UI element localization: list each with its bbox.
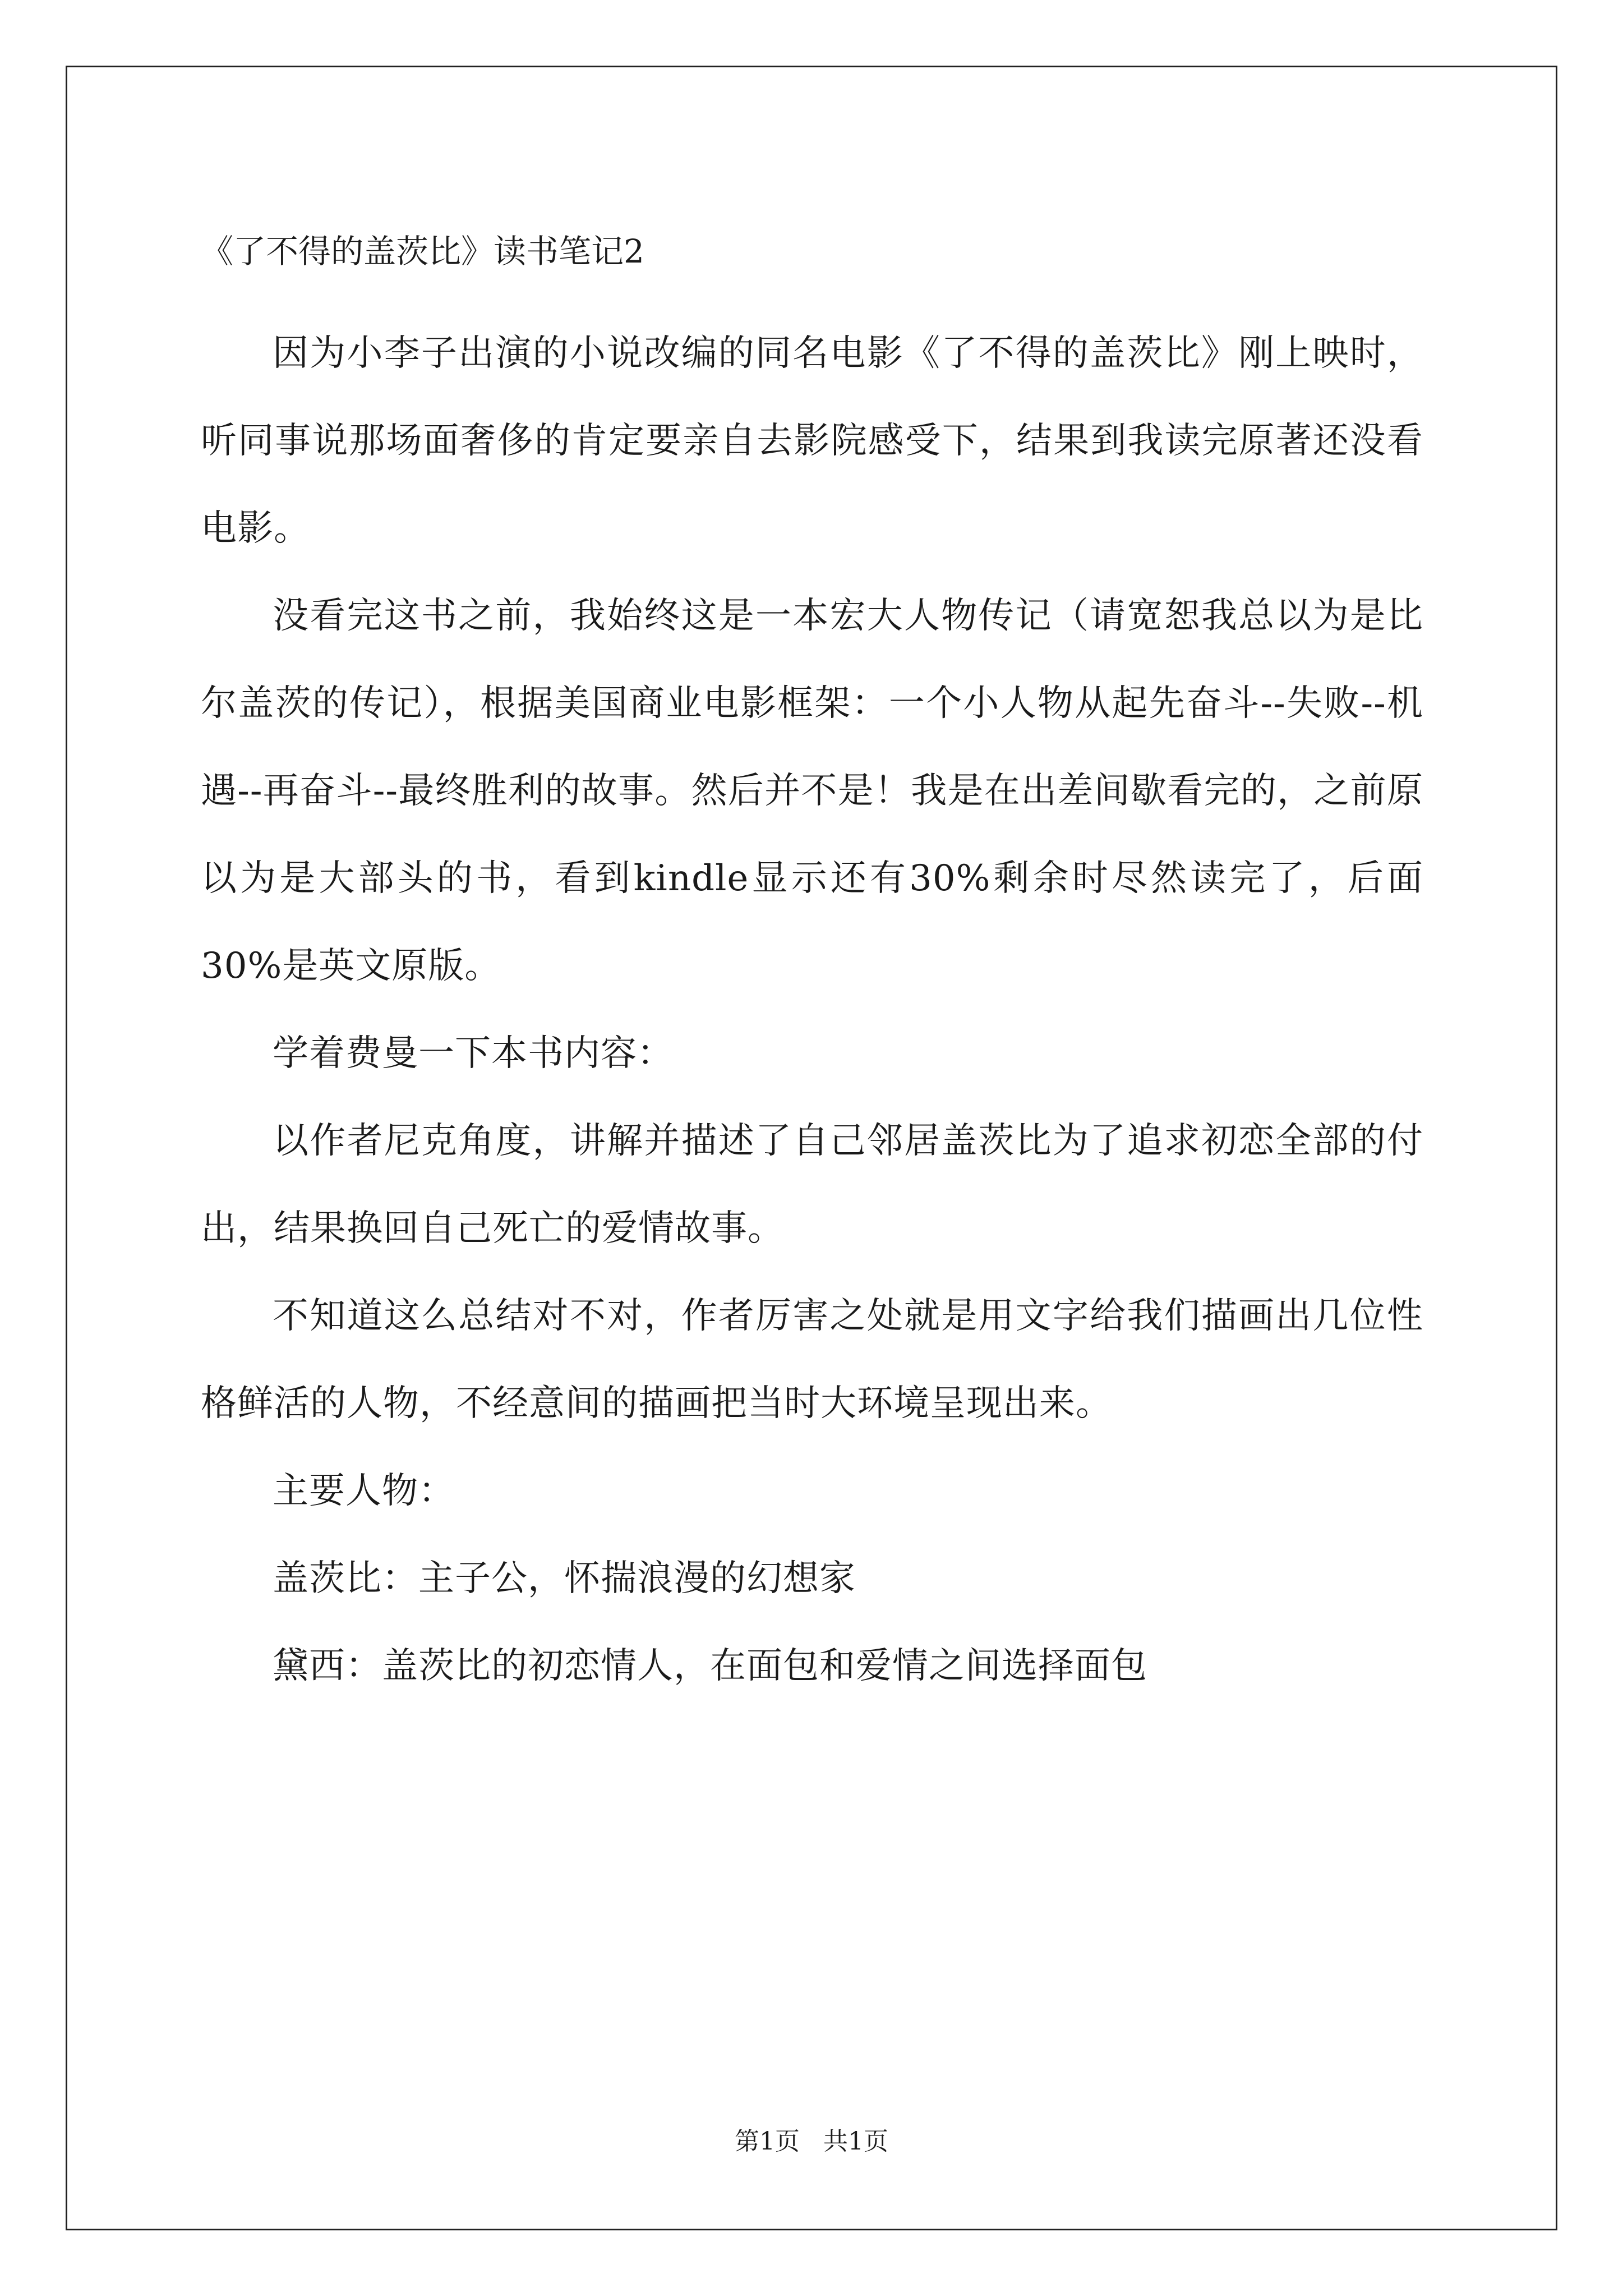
paragraph-intro: 因为小李子出演的小说改编的同名电影《了不得的盖茨比》刚上映时，听同事说那场面奢侈的肯定要亲自去影院感受下，结果到我读完原著还没看电影。: [201, 333, 1423, 549]
page-footer: 第1页 共1页: [735, 2127, 888, 2156]
paragraph-character-gatsby: 盖茨比：主子公，怀揣浪漫的幻想家: [273, 1558, 856, 1599]
document-title: 《了不得的盖茨比》读书笔记2: [201, 232, 644, 270]
paragraph-expectation: 没看完这书之前，我始终这是一本宏大人物传记（请宽恕我总以为是比尔盖茨的传记），根据美国商业电影框架：一个小人物从起先奋斗--失败--机遇--再奋斗--最终胜利的故事。然后并不是！我是在出差间歇看完的，之前原以为是大部头的书，看到kindle显示还有30%剩余时尽然读完了，后面30%是英文原版。: [201, 595, 1423, 987]
document-body: [201, 222, 1423, 1710]
paragraph-comment: 不知道这么总结对不对，作者厉害之处就是用文字给我们描画出几位性格鲜活的人物，不经意间的描画把当时大环境呈现出来。: [201, 1295, 1423, 1424]
paragraph-summary-heading: 学着费曼一下本书内容：: [273, 1033, 674, 1074]
paragraph-characters-heading: 主要人物：: [273, 1470, 455, 1512]
paragraph-character-daisy: 黛西：盖茨比的初恋情人，在面包和爱情之间选择面包: [273, 1645, 1147, 1687]
paragraph-summary: 以作者尼克角度，讲解并描述了自己邻居盖茨比为了追求初恋全部的付出，结果换回自己死亡的爱情故事。: [201, 1120, 1423, 1249]
